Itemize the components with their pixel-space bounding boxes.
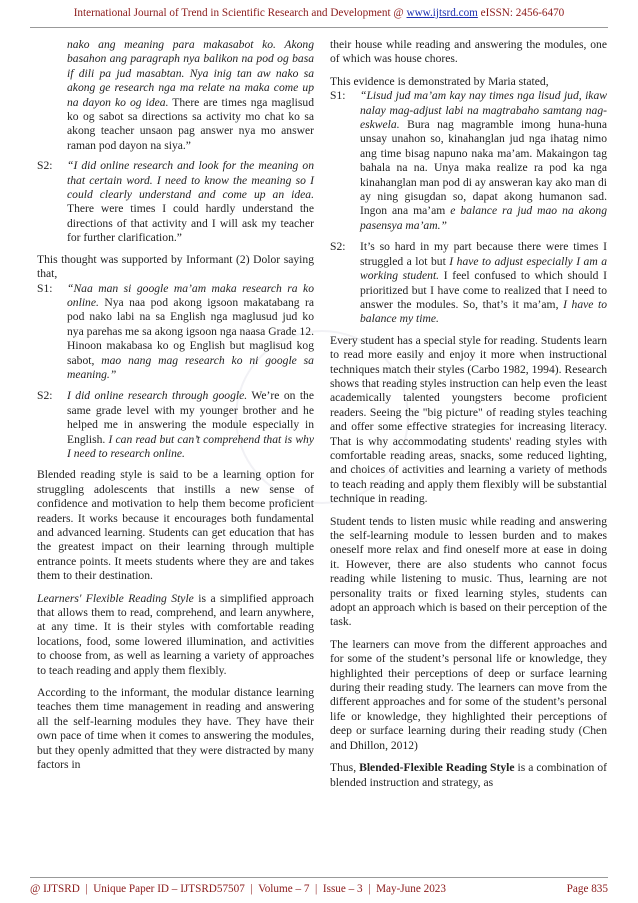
statement-label: S2: [37,159,53,173]
paragraph-approaches: The learners can move from the different approaches and for some of the student’s personal life or knowledge, they highlighted their perceptions of deep or surface learning during their reading study. The learners can move from the different approaches and for some of the student’s personal life or knowledge, they highlighted their perceptions of deep or surface learning during their reading study (Chen and Dhillon, 2012) [330,637,607,752]
statement-s2: S2: “I did online research and look for the meaning on that certain word. I need to know the meaning so I could clearly understand and come up an idea. There were times I could hardly understand the directions of that activity and I will ask my teacher for further clarification.” [37,159,314,245]
header-rule [30,27,608,28]
statement-label: S2: [37,389,53,403]
statement-label: S1: [37,281,53,295]
paragraph-support: This thought was supported by Informant (2) Dolor saying that, [37,252,314,281]
left-column [37,38,314,781]
journal-header [0,7,638,19]
statement-s1-maria: S1: “Lisud jud ma’am kay nay times nga lisud jud, ikaw nalay mag-adjust labi na magtrabaho samtang nag-eskwela. Bura nag magramble imong huna-huna unsay unahon so, kinahanglan jud nga ihatag nimo ang time bisag napuno naka ma’am. Makaingon tag bahala na na. Unya maka realize ra pod ka nga kinahanglan man pod di ay answeran kay ako man di ay ning gisugdan so, dapat akong humanon sad. Ingon ana ma’am e balance ra jud mao na akong pasensya ma’am.” [330,89,607,232]
statement-s2-maria: S2: It’s so hard in my part because there were times I struggled a lot but I have to adjust especially I am a working student. I feel confused to which should I prioritized but I have come to realized that I need to answer the modules. So, that’s it ma’am, I have to balance my time. [330,240,608,326]
journal-title: International Journal of Trend in Scientific Research and Development @ [73,7,407,19]
paragraph-thus: Thus, Blended-Flexible Reading Style is a combination of blended instruction and strategy, as [330,761,608,789]
paragraph-continuation: their house while reading and answering the modules, one of which was house chores. [330,38,607,66]
footer-paper-info: @ IJTSRD | Unique Paper ID – IJTSRD57507 | Volume – 7 | Issue – 3 | May-June 2023 [30,883,446,895]
page-number: Page 835 [566,883,608,895]
statement-s1-dolor: S1: “Naa man si google ma’am maka research ra ko online. Nya naa pod akong igsoon makatabang ra pod nako labi na sa English nga maglusud jud ko nya parehas me sa akong igsoon nga naasa Grade 12. Hinoon makabasa ko og English but maglisud kog sabot, mao nang mag research ko ni google sa meaning.” [37,281,314,381]
statement-label: S2: [330,240,346,254]
paragraph-evidence: This evidence is demonstrated by Maria stated, [330,74,549,88]
right-column [330,38,607,798]
statement-s2-dolor: S2: I did online research through google. We’re on the same grade level with my younger brother and he helped me in answering the module especially in English. I can read but can’t comprehend that is why I need to research online. [37,389,314,460]
paragraph-according: According to the informant, the modular distance learning teaches them time management in reading and answering all the self-learning modules they have. They have their own pace of time when it comes to answering the modules, but they openly admitted that they were distracted by many factors in [37,686,314,772]
statement-label: S1: [330,89,346,103]
journal-website-link[interactable]: www.ijtsrd.com [406,7,478,19]
journal-issn: eISSN: 2456-6470 [477,7,565,19]
paragraph-learners-flexible: Learners' Flexible Reading Style is a simplified approach that allows them to read, comprehend, and learn anywhere, at any time. It is their styles with comfortable reading locations, food, some lowered illumination, and activities to choose from, as well as learning a variety of approaches to teach reading and apply them flexibly. [37,591,314,677]
page-footer [30,883,608,895]
statement-continuation: nako ang meaning para makasabot ko. Akong basahon ang paragraph nya balikon na pod og basa if dili pa jud masabtan. Nya inig tan aw nako sa akong ge research nga ma relate na maka come up na dayon ko og idea. There are times nga maglisud ko og sabot sa directions sa activity mo chat ko sa akong teacher unsaon pag answer nya mo answer raman pod dayon na siya.” [67,38,314,152]
paragraph-blended: Blended reading style is said to be a learning option for struggling adolescents that instills a new sense of confidence and motivation to help them become proficient readers. It works because it encourages both fundamental and advanced learning. Students can get education that has the greatest impact on their learning through multiple entrance points. It meets students where they are and takes them to their destination. [37,468,314,583]
footer-rule [30,877,608,878]
paragraph-music: Student tends to listen music while reading and answering the self-learning module to lessen burden and to makes oneself more relax and find oneself more at ease in doing it. However, there are also students who cannot focus reading while listening to music. Thus, learning are not personality traits or fixed learning styles, students can adopt an approach which is based on their perception of the task. [330,514,607,629]
paragraph-every-student: Every student has a special style for reading. Students learn to read more easily and enjoy it more when instructional techniques match their styles (Carbo 1982, 1994). Research shows that reading styles instruction can help even the least academically talented youngsters become proficient readers. Seeing the "big picture" of reading styles teaching and offer some effective strategies for increasing literacy. That is why accommodating students' reading styles with comfortable reading areas, snacks, some reduced lighting, and choices of activities and learning a variety of methods to teach reading and apply them flexibly will be substantial technique in reading. [330,333,607,506]
